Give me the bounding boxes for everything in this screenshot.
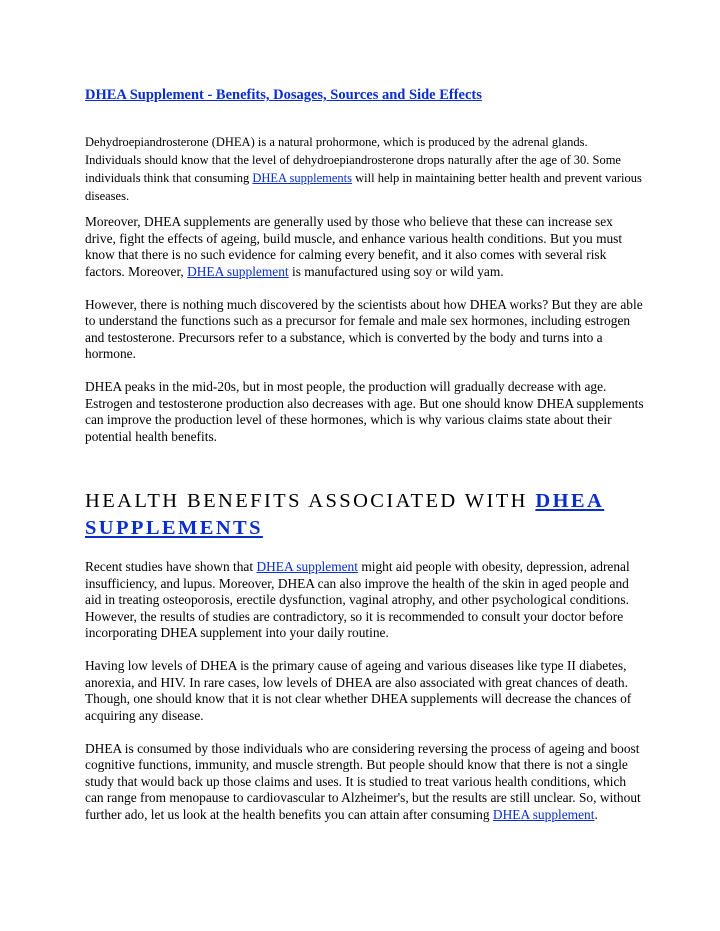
dhea-supplement-link-2[interactable]: DHEA supplement (256, 559, 358, 574)
intro-paragraph (85, 133, 645, 205)
paragraph-5-text-before: Recent studies have shown that (85, 559, 257, 574)
paragraph-5-text-after: might aid people with obesity, depression, adrenal insufficiency, and lupus. Moreover, DHEA can also improve the health of the skin in aged people and aid in treating osteoporosis, erectile dysfunction, vaginal atrophy, and other psychological conditions. However, the results of studies are contradictory, so it is recommended to consult your doctor before incorporating DHEA supplement into your daily routine. (85, 559, 630, 640)
dhea-supplement-link-1[interactable]: DHEA supplement (187, 263, 289, 279)
dhea-supplements-heading-link[interactable]: DHEA SUPPLEMENTS (85, 490, 605, 539)
paragraph-2 (85, 214, 645, 280)
paragraph-5 (85, 559, 645, 642)
document-body (85, 85, 645, 823)
paragraph-2-text-before: Moreover, DHEA supplements are generally used by those who believe that these can increase sex drive, fight the effects of ageing, build muscle, and enhance various health conditions. But you must know that there is no such evidence for calming every benefit, and it also comes with several risk factors. Moreover, (85, 214, 623, 279)
intro-text-before: Dehydroepiandrosterone (DHEA) is a natural prohormone, which is produced by the adrenal glands. Individuals should know that the level of dehydroepiandrosterone drops naturally after the age of 30. Some individuals think that consuming (85, 135, 621, 185)
intro-text-after: will help in maintaining better health and prevent various diseases. (85, 171, 642, 203)
paragraph-3: However, there is nothing much discovered by the scientists about how DHEA works? But they are able to understand the functions such as a precursor for female and male sex hormones, including estrogen and testosterone. Precursors refer to a substance, which is converted by the body and turns into a hormone. (85, 296, 643, 361)
dhea-supplements-link[interactable]: DHEA supplements (252, 171, 353, 185)
paragraph-7-text-after: . (594, 806, 598, 822)
section-heading-text: HEALTH BENEFITS ASSOCIATED WITH (85, 490, 536, 512)
paragraph-7-text-before: DHEA is consumed by those individuals who are considering reversing the process of ageing and boost cognitive functions, immunity, and muscle strength. But people should know that there is not a single study that would back up those claims and uses. It is studied to treat various health conditions, which can range from menopause to cardiovascular to Alzheimer's, but the results are still unclear. So, without further ado, let us look at the health benefits you can attain after consuming (85, 740, 641, 822)
section-heading (85, 488, 645, 542)
paragraph-7 (85, 741, 645, 824)
title-link[interactable]: DHEA Supplement - Benefits, Dosages, Sources and Side Effects (85, 87, 482, 103)
paragraph-4: DHEA peaks in the mid-20s, but in most people, the production will gradually decrease with age. Estrogen and testosterone production also decreases with age. But one should know DHEA supplements can improve the production level of these hormones, which is why various claims state about their potential health benefits. (85, 379, 644, 444)
paragraph-2-text-after: is manufactured using soy or wild yam. (288, 263, 504, 279)
paragraph-6: Having low levels of DHEA is the primary cause of ageing and various diseases like type II diabetes, anorexia, and HIV. In rare cases, low levels of DHEA are also associated with great chances of death. Though, one should know that it is not clear whether DHEA supplements will decrease the chances of acquiring any disease. (85, 658, 632, 723)
dhea-supplement-link-3[interactable]: DHEA supplement (492, 806, 595, 822)
